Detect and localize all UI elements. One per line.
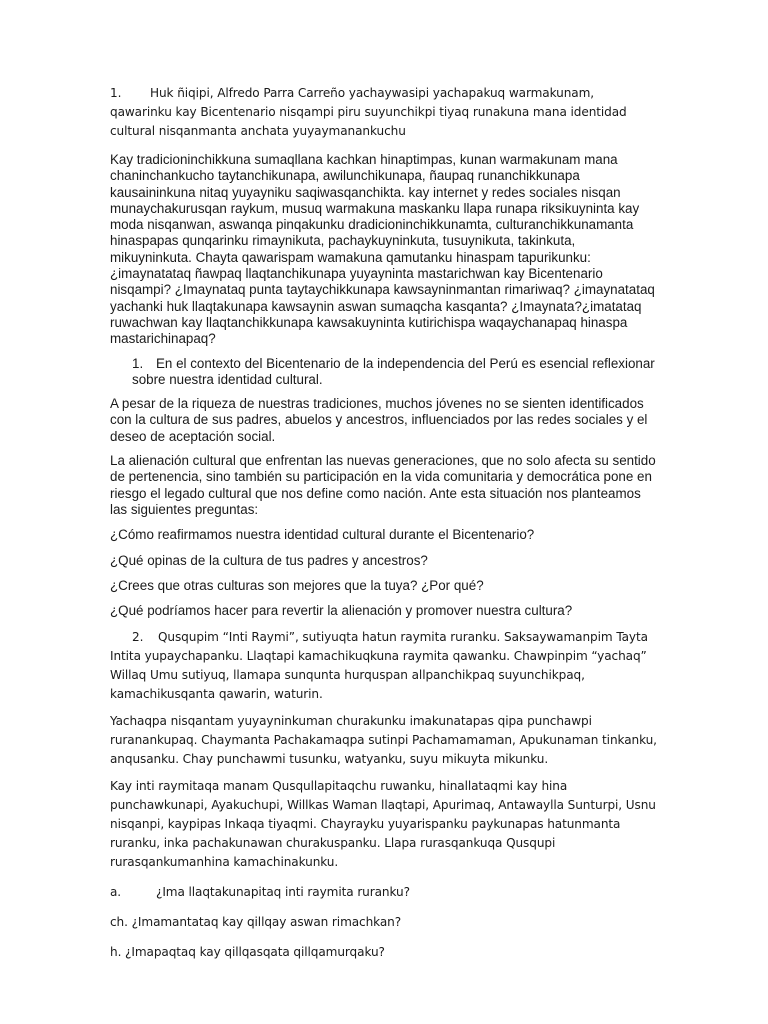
section3-heading-text: Qusqupim “Inti Raymi”, sutiyuqta hatun raymita ruranku. Saksaywamanpim Tayta Intita yupaychapanku. Llaqtapi kamachikuqkuna raymita qawanku. Chawpinpim “yachaq” Willaq Umu sutiyuq, llamapa sunqunta hurquspan allpanchikpaq suyunchikpaq, kamachikusqanta qawarin, waturin. (110, 630, 648, 702)
section2-question-3: ¿Crees que otras culturas son mejores que la tuya? ¿Por qué? (110, 577, 484, 593)
section1-heading-text: Huk ñiqipi, Alfredo Parra Carreño yachaywasipi yachapakuq warmakunam, qawarinku kay Bicentenario nisqampi piru suyunchikpi tiyaq runakuna mana identidad cultural nisqanmanta anchata yuyaymanankuchu (110, 86, 627, 138)
section1-heading (110, 84, 658, 141)
section2-question-1: ¿Cómo reafirmamos nuestra identidad cultural durante el Bicentenario? (110, 527, 535, 543)
section2-heading (110, 356, 658, 389)
section3-paragraph1: Yachaqpa nisqantam yuyayninkuman churakunku imakunatapas qipa punchawpi ruranankupaq. Chaymanta Pachakamaqpa sutinpi Pachamamaman, Apukunaman tinkanku, anqusanku. Chay punchawmi tusunku, watyanku, suyu mikuyta mikunku. (110, 714, 657, 767)
question-a-text: ¿Ima llaqtakunapitaq inti raymita ruranku? (156, 885, 410, 900)
section2-question-2: ¿Qué opinas de la cultura de tus padres y ancestros? (110, 552, 428, 568)
section2-paragraph2: La alienación cultural que enfrentan las nuevas generaciones, que no solo afecta su sentido de pertenencia, sino también su participación en la vida comunitaria y democrática pone en riesgo el legado cultural que nos define como nación. Ante esta situación nos planteamos las siguientes preguntas: (110, 453, 656, 517)
section1-paragraph: Kay tradicioninchikkuna sumaqllana kachkan hinaptimpas, kunan warmakunam mana chaninchankucho taytanchikunapa, awilunchikunapa, ñaupaq runanchikkunapa kausaininkuna nitaq yuyayniku saqiwasqanchikta. kay internet y redes sociales nisqan munaychakurusqan raykum, musuq warmakuna maskanku llapa runapa riksikuyninta kay moda nisqanwan, aswanqa pinqakunku dradicioninchikkunamta, culturanchikkunamanta hinaspapas qunqarinku rimaynikuta, pachaykuyninkuta, tusuynikuta, takinkuta, mikuyninkuta. Chayta qawarispam wamakuna qamutanku hinaspam tapurikunku: ¿imaynatataq ñawpaq llaqtanchikunapa yuyayninta mastarichwan kay Bicentenario nisqampi? ¿Imaynataq punta taytaychikkunapa kawsayninmantan rimariwaq? ¿imaynatataq yachanki huk llaqtakunapa kawsaynin aswan sumaqcha kasqanta? ¿Imaynata?¿imatataq ruwachwan kay llaqtanchikkunapa kawsakuyninta kutirichispa waqaychanapaq hinaspa mastarichinapaq? (110, 152, 655, 347)
section3-question-ch: ch. ¿Imamantataq kay qillqay aswan rimachkan? (110, 915, 402, 930)
section1-number: 1. (110, 86, 122, 100)
section2-number: 1. (132, 355, 144, 371)
section2-question-4: ¿Qué podríamos hacer para revertir la alienación y promover nuestra cultura? (110, 603, 573, 619)
section3-question-a (110, 883, 658, 902)
section3-question-h: h. ¿Imapaqtaq kay qillqasqata qillqamurqaku? (110, 945, 385, 960)
question-a-label: a. (110, 885, 122, 900)
section2-paragraph1: A pesar de la riqueza de nuestras tradiciones, muchos jóvenes no se sienten identificados con la cultura de sus padres, abuelos y ancestros, influenciados por las redes sociales y el deseo de aceptación social. (110, 396, 648, 444)
section3-heading (110, 628, 658, 704)
section3-number: 2. (132, 630, 144, 645)
section3-paragraph2: Kay inti raymitaqa manam Qusqullapitaqchu ruwanku, hinallataqmi kay hina punchawkunapi, Ayakuchupi, Willkas Waman llaqtapi, Apurimaq, Antawaylla Sunturpi, Usnu nisqanpi, kaypipas Inkaqa tiyaqmi. Chayrayku yuyarispanku paykunapas hatunmanta ruranku, inka pachakunawan churakuspanku. Llapa rurasqankuqa Qusqupi rurasqankumanhina kamachinakunku. (110, 779, 656, 870)
section2-heading-text: En el contexto del Bicentenario de la independencia del Perú es esencial reflexionar sobre nuestra identidad cultural. (132, 355, 655, 387)
document-page (110, 84, 658, 962)
